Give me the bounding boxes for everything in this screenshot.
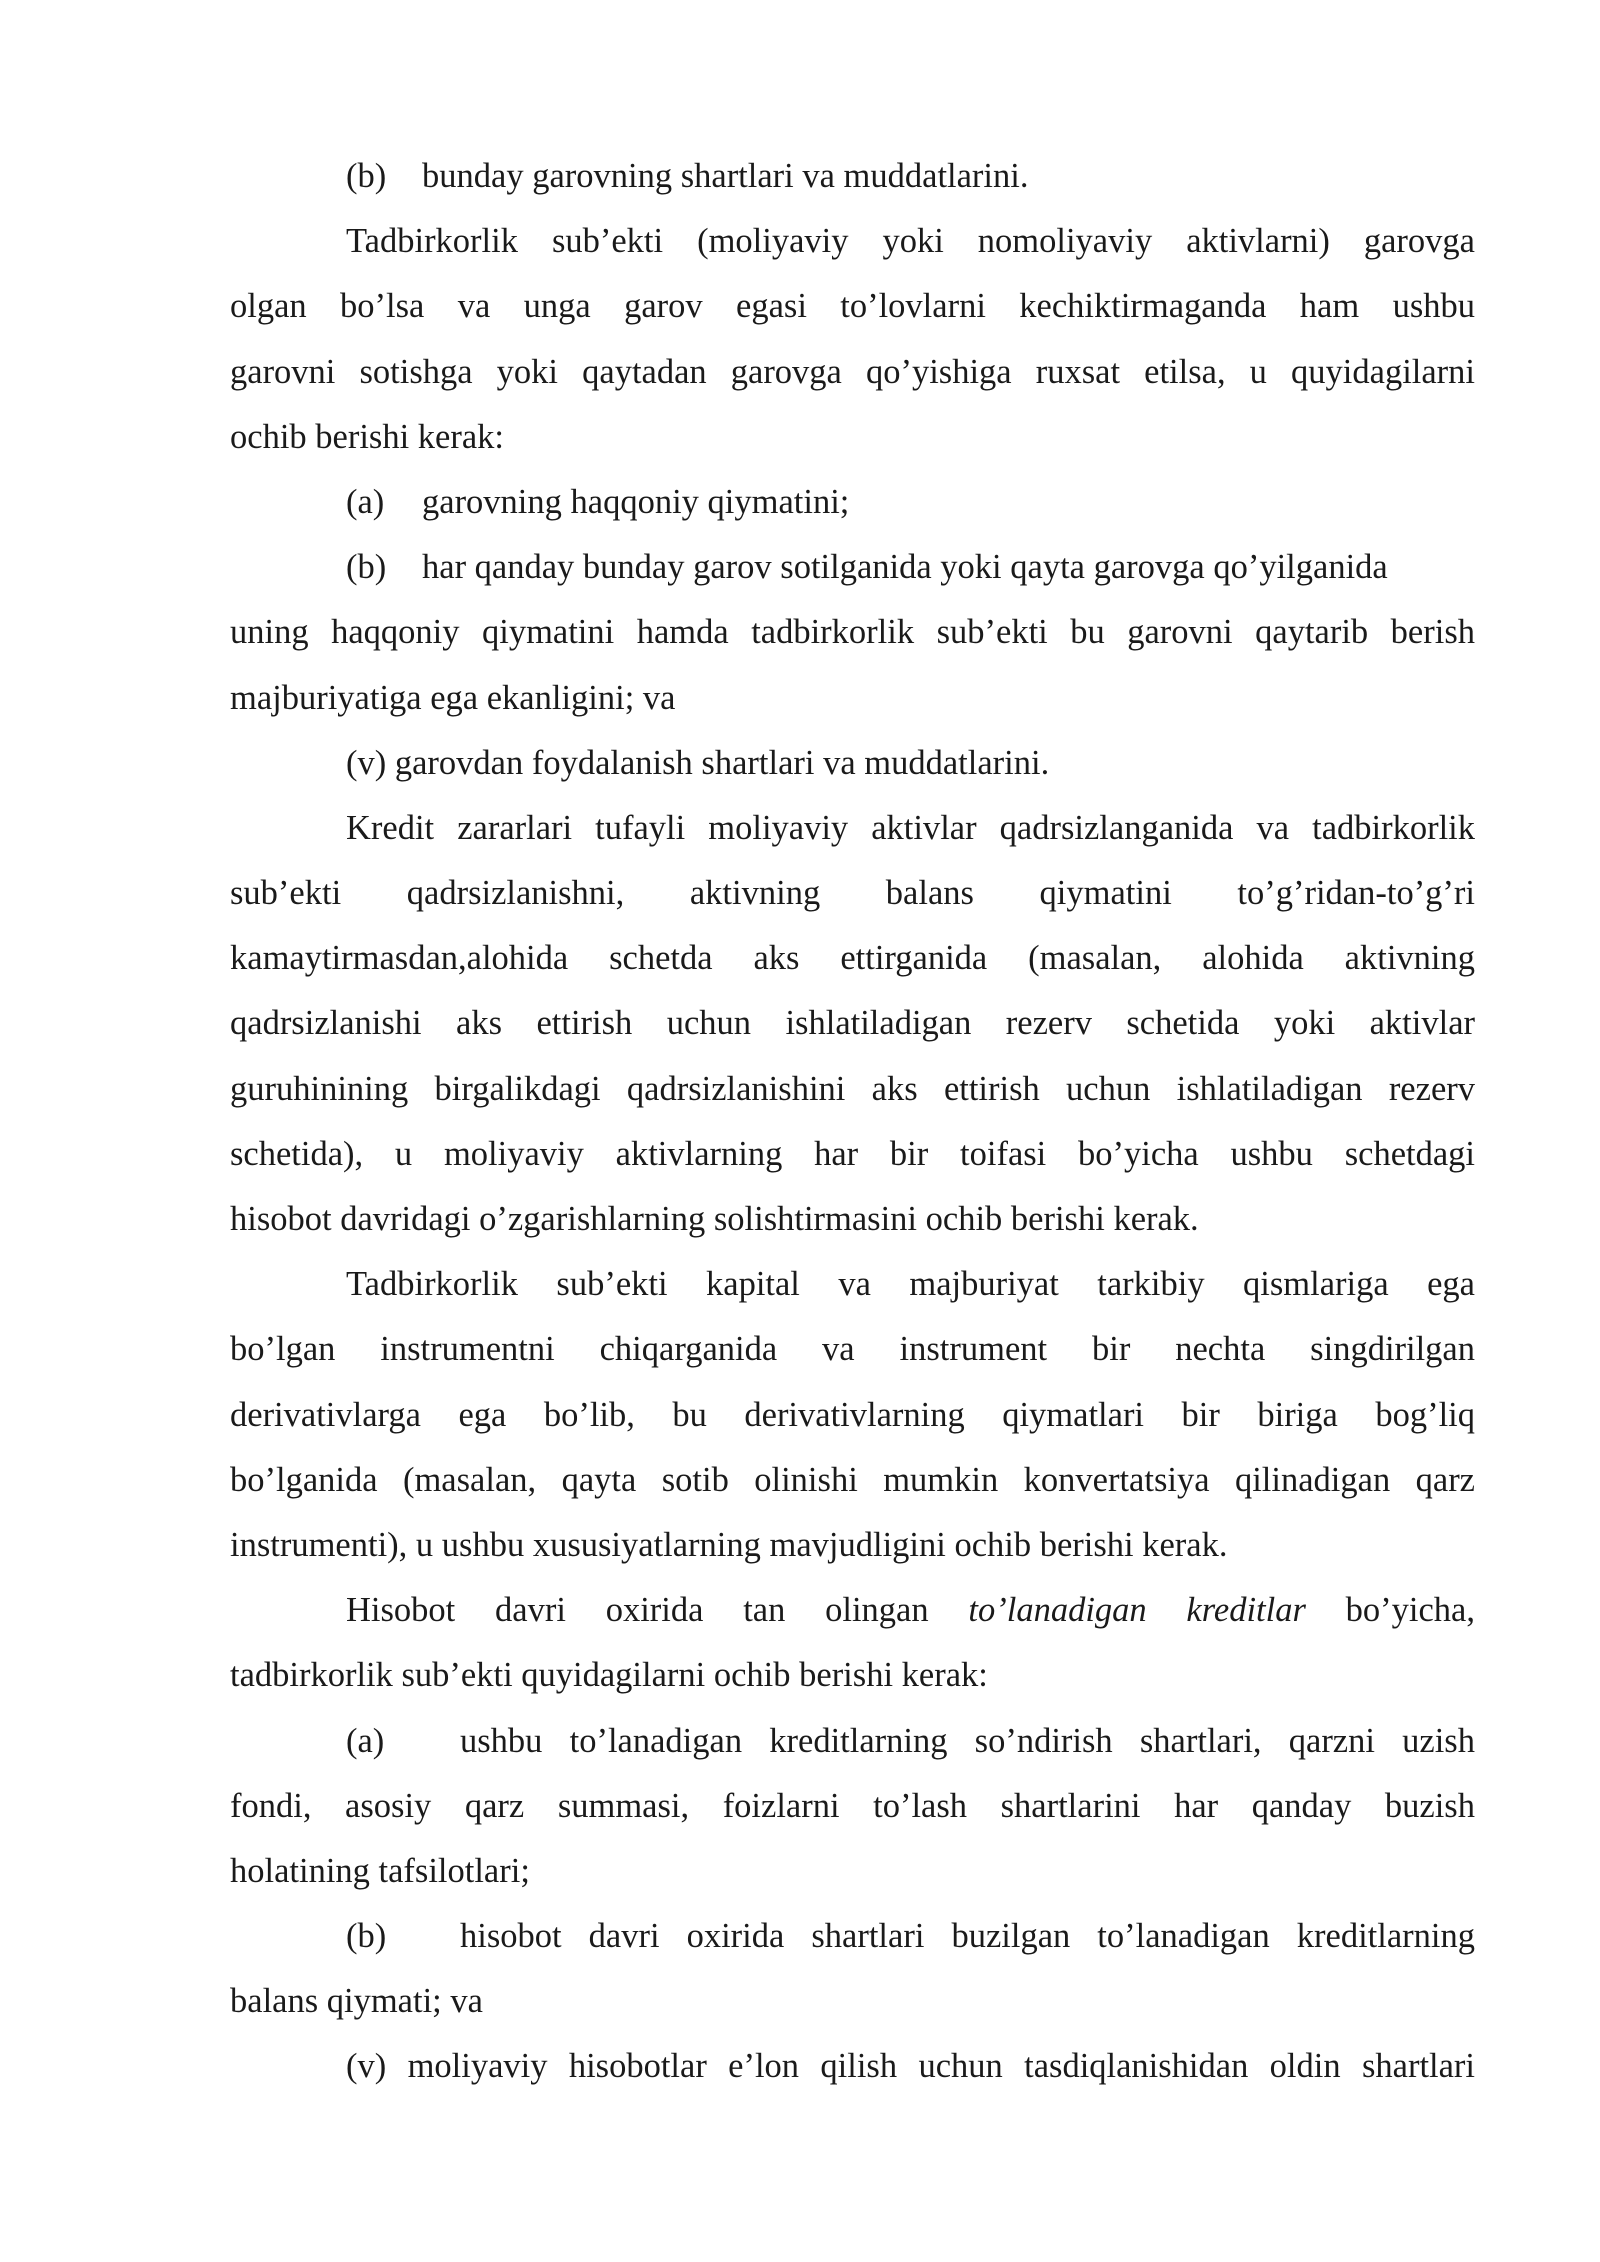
paragraph-line: Tadbirkorlik sub’ekti (moliyaviy yoki nomoliyaviy aktivlarni) garovga	[346, 222, 1475, 261]
emphasized-term: to’lanadigan kreditlar	[968, 1591, 1306, 1630]
paragraph-line: ochib berishi kerak:	[230, 417, 504, 456]
paragraph-line: majburiyatiga ega ekanligini; va	[230, 678, 676, 717]
list-item-b	[230, 144, 1475, 209]
paragraph-line: garovni sotishga yoki qaytadan garovga qo’yishiga ruxsat etilsa, u quyidagilarni	[230, 352, 1475, 391]
item-label: (b)	[346, 548, 387, 587]
paragraph-line: derivativlarga ega bo’lib, bu derivativlarning qiymatlari bir biriga bog’liq	[230, 1395, 1475, 1434]
list-item-b	[230, 535, 1475, 600]
paragraph-line: hisobot davridagi o’zgarishlarning solishtirmasini ochib berishi kerak.	[230, 1200, 1199, 1238]
item-text: har qanday bunday garov sotilganida yoki qayta garovga qo’yilganida	[422, 548, 1388, 587]
paragraph-line: kamaytirmasdan,alohida schetda aks ettirganida (masalan, alohida aktivning	[230, 939, 1475, 978]
paragraph-line: uning haqqoniy qiymatini hamda tadbirkorlik sub’ekti bu garovni qaytarib berish	[230, 613, 1475, 652]
paragraph-line	[230, 1578, 1475, 1643]
paragraph-line: tadbirkorlik sub’ekti quyidagilarni ochib berishi kerak:	[230, 1656, 988, 1695]
line-text: Hisobot davri oxirida tan olingan	[346, 1591, 929, 1630]
item-label: (b)	[346, 157, 387, 195]
paragraph-line: bo’lganida (masalan, qayta sotib olinishi mumkin konvertatsiya qilinadigan qarz	[230, 1460, 1475, 1499]
paragraph-line: instrumenti), u ushbu xususiyatlarning mavjudligini ochib berishi kerak.	[230, 1525, 1228, 1564]
item-text: ushbu to’lanadigan kreditlarning so’ndirish shartlari, qarzni uzish	[460, 1721, 1475, 1760]
item-label: (b)	[346, 1917, 387, 1956]
paragraph-line: guruhinining birgalikdagi qadrsizlanishini aks ettirish uchun ishlatiladigan rezerv	[230, 1069, 1475, 1108]
paragraph-line: holatining tafsilotlari;	[230, 1851, 530, 1890]
paragraph-line: schetida), u moliyaviy aktivlarning har bir toifasi bo’yicha ushbu schetdagi	[230, 1134, 1475, 1173]
item-text: bunday garovning shartlari va muddatlarini.	[422, 157, 1029, 195]
item-text: hisobot davri oxirida shartlari buzilgan to’lanadigan kreditlarning	[460, 1917, 1475, 1956]
paragraph-line: bo’lgan instrumentni chiqarganida va instrument bir nechta singdirilgan	[230, 1330, 1475, 1369]
paragraph-line: qadrsizlanishi aks ettirish uchun ishlatiladigan rezerv schetida yoki aktivlar	[230, 1004, 1475, 1043]
item-text: garovning haqqoniy qiymatini;	[422, 482, 850, 521]
list-item-b	[230, 1904, 1475, 1969]
paragraph-line: olgan bo’lsa va unga garov egasi to’lovlarni kechiktirmaganda ham ushbu	[230, 287, 1475, 326]
item-label: (a)	[346, 482, 385, 521]
list-item-v: (v) moliyaviy hisobotlar e’lon qilish uchun tasdiqlanishidan oldin shartlari	[346, 2047, 1475, 2086]
list-item-a	[230, 470, 1475, 535]
document-page	[230, 144, 1475, 2100]
list-item-a	[230, 1709, 1475, 1774]
list-item-v: (v) garovdan foydalanish shartlari va muddatlarini.	[346, 743, 1050, 782]
paragraph-line: Kredit zararlari tufayli moliyaviy aktivlar qadrsizlanganida va tadbirkorlik	[346, 808, 1475, 847]
line-text: bo’yicha,	[1345, 1591, 1475, 1630]
paragraph-line: fondi, asosiy qarz summasi, foizlarni to’lash shartlarini har qanday buzish	[230, 1786, 1475, 1825]
paragraph-line: sub’ekti qadrsizlanishni, aktivning balans qiymatini to’g’ridan-to’g’ri	[230, 874, 1475, 913]
paragraph-line: balans qiymati; va	[230, 1982, 483, 2021]
item-label: (a)	[346, 1721, 385, 1760]
paragraph-line: Tadbirkorlik sub’ekti kapital va majburiyat tarkibiy qismlariga ega	[346, 1265, 1475, 1304]
